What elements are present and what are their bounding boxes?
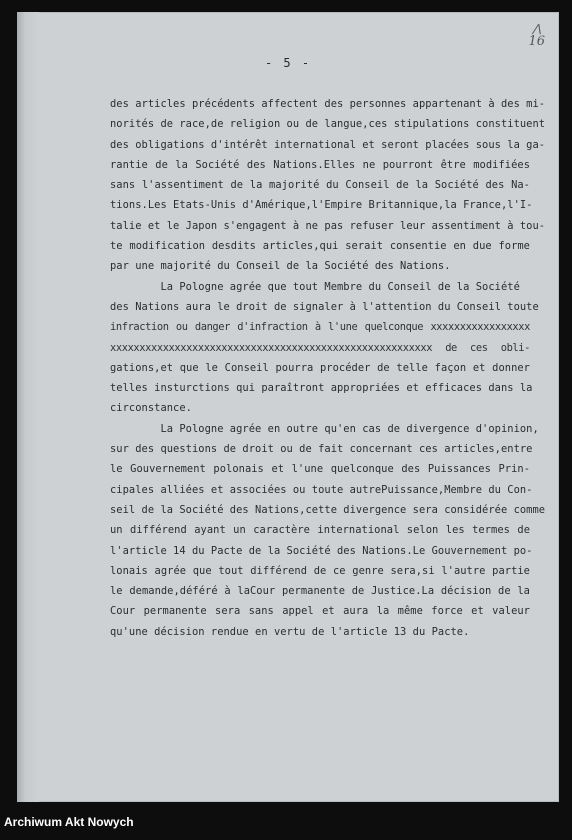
archive-watermark-label: Archiwum Akt Nowych xyxy=(4,815,134,829)
text-line: telles insturctions qui paraîtront appropriées et efficaces dans la xyxy=(110,382,533,395)
page-number: - 5 - xyxy=(264,56,312,70)
text-line: norités de race,de religion ou de langue,ces stipulations constituent xyxy=(110,118,546,131)
text-line: talie et le Japon s'engagent à ne pas refuser leur assentiment à tou- xyxy=(110,219,546,232)
text-line: te modification desdits articles,qui serait consentie en due forme xyxy=(110,240,530,253)
folio-number xyxy=(528,22,545,48)
text-line: le Gouvernement polonais et l'une quelconque des Puissances Prin- xyxy=(110,463,530,476)
document-page xyxy=(17,12,559,802)
text-line: Cour permanente sera sans appel et aura la même force et valeur xyxy=(110,605,530,618)
text-line: sans l'assentiment de la majorité du Conseil de la Société des Na- xyxy=(110,179,530,192)
text-line: cipales alliées et associées ou toute autrePuissance,Membre du Con- xyxy=(110,483,533,496)
text-line: l'article 14 du Pacte de la Société des Nations.Le Gouvernement po- xyxy=(110,544,533,557)
text-line: un différend ayant un caractère international selon les termes de xyxy=(110,524,530,537)
folio-number-text: 16 xyxy=(528,34,545,49)
text-line: La Pologne agrée en outre qu'en cas de divergence d'opinion, xyxy=(110,422,539,435)
text-line: La Pologne agrée que tout Membre du Conseil de la Société xyxy=(110,280,520,293)
text-line: gations,et que le Conseil pourra procéder de telle façon et donner xyxy=(110,361,530,374)
text-line: des articles précédents affectent des personnes appartenant à des mi- xyxy=(110,98,546,110)
text-line: rantie de la Société des Nations.Elles ne pourront être modifiées xyxy=(110,158,530,171)
text-line: seil de la Société des Nations,cette divergence sera considérée comme xyxy=(110,503,546,516)
text-line: le demande,déféré à laCour permanente de Justice.La décision de la xyxy=(110,585,530,598)
text-line: des Nations aura le droit de signaler à l'attention du Conseil toute xyxy=(110,300,539,313)
text-line-with-strikeout: infraction ou danger d'infraction à l'une quelconque xxxxxxxxxxxxxxxxx xyxy=(110,321,530,334)
text-line: des obligations d'intérêt international et seront placées sous la ga- xyxy=(110,138,546,151)
text-line: tions.Les Etats-Unis d'Amérique,l'Empire Britannique,la France,l'I- xyxy=(110,199,533,212)
text-line: lonais agrée que tout différend de ce genre sera,si l'autre partie xyxy=(110,564,530,577)
text-line: circonstance. xyxy=(110,402,192,415)
text-line-with-strikeout: xxxxxxxxxxxxxxxxxxxxxxxxxxxxxxxxxxxxxxxxxxxxxxxxxxxxxxx de ces obli- xyxy=(110,341,530,354)
text-line: sur des questions de droit ou de fait concernant ces articles,entre xyxy=(110,443,533,456)
page-edge-shadow xyxy=(17,12,39,802)
text-line: qu'une décision rendue en vertu de l'article 13 du Pacte. xyxy=(110,625,470,638)
folio-mark-icon: ⋀ xyxy=(532,22,542,35)
text-line: par une majorité du Conseil de la Société des Nations. xyxy=(110,260,451,273)
body-text xyxy=(110,94,546,642)
